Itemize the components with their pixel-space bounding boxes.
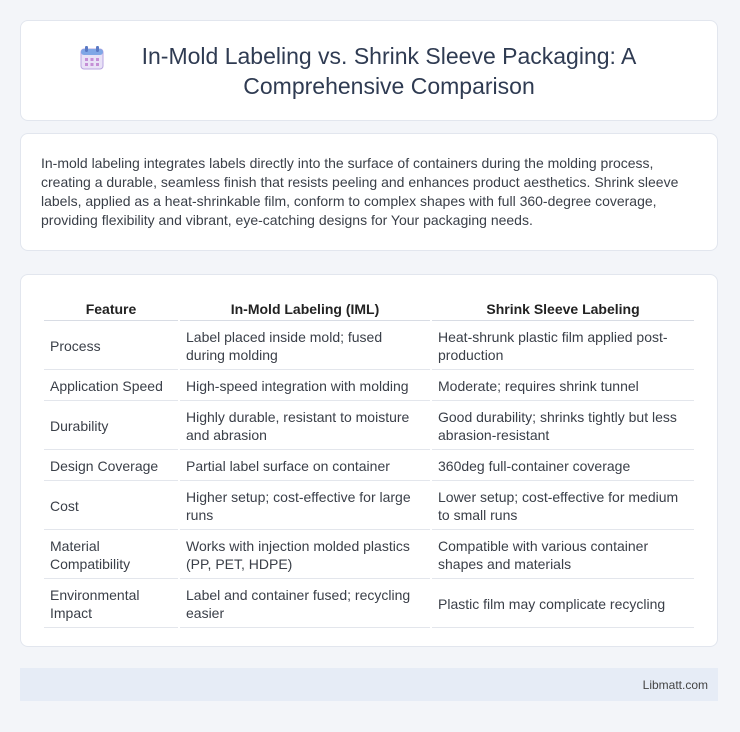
shrink-cell: 360deg full-container coverage — [432, 452, 694, 481]
shrink-cell: Plastic film may complicate recycling — [432, 581, 694, 628]
intro-text: In-mold labeling integrates labels directly into the surface of containers during the molding process, creating a durable, seamless finish that resists peeling and enhances product aesthetics. Shrink sleeve labels, applied as a heat-shrinkable film, conform to complex shapes with full 360-degree coverage, providing flexibility and vibrant, eye-catching designs for Your packaging needs. — [41, 155, 679, 228]
header-iml: In-Mold Labeling (IML) — [180, 297, 430, 321]
iml-cell: Label placed inside mold; fused during molding — [180, 323, 430, 370]
table-row — [44, 323, 694, 370]
table-row — [44, 483, 694, 530]
shrink-cell: Heat-shrunk plastic film applied post-production — [432, 323, 694, 370]
comparison-table — [42, 295, 696, 630]
title-card — [20, 20, 718, 121]
shrink-cell: Lower setup; cost-effective for medium to small runs — [432, 483, 694, 530]
feature-cell: Application Speed — [44, 372, 178, 401]
feature-cell: Cost — [44, 483, 178, 530]
shrink-cell: Moderate; requires shrink tunnel — [432, 372, 694, 401]
feature-cell: Durability — [44, 403, 178, 450]
page-title: In-Mold Labeling vs. Shrink Sleeve Packaging: A Comprehensive Comparison — [141, 42, 637, 99]
iml-cell: Partial label surface on container — [180, 452, 430, 481]
table-row — [44, 532, 694, 579]
shrink-cell: Compatible with various container shapes and materials — [432, 532, 694, 579]
header-shrink: Shrink Sleeve Labeling — [432, 297, 694, 321]
iml-cell: Higher setup; cost-effective for large runs — [180, 483, 430, 530]
shrink-cell: Good durability; shrinks tightly but less abrasion-resistant — [432, 403, 694, 450]
feature-cell: Design Coverage — [44, 452, 178, 481]
header-feature: Feature — [44, 297, 178, 321]
footer — [20, 668, 718, 701]
table-row — [44, 452, 694, 481]
feature-cell: Material Compatibility — [44, 532, 178, 579]
table-row — [44, 581, 694, 628]
iml-cell: Label and container fused; recycling easier — [180, 581, 430, 628]
table-row — [44, 372, 694, 401]
feature-cell: Environmental Impact — [44, 581, 178, 628]
intro-card — [20, 133, 718, 251]
feature-cell: Process — [44, 323, 178, 370]
iml-cell: Works with injection molded plastics (PP, PET, HDPE) — [180, 532, 430, 579]
calendar-icon — [79, 45, 105, 71]
iml-cell: Highly durable, resistant to moisture and abrasion — [180, 403, 430, 450]
table-row — [44, 403, 694, 450]
comparison-card — [20, 274, 718, 647]
footer-site-link[interactable]: Libmatt.com — [642, 677, 708, 692]
iml-cell: High-speed integration with molding — [180, 372, 430, 401]
